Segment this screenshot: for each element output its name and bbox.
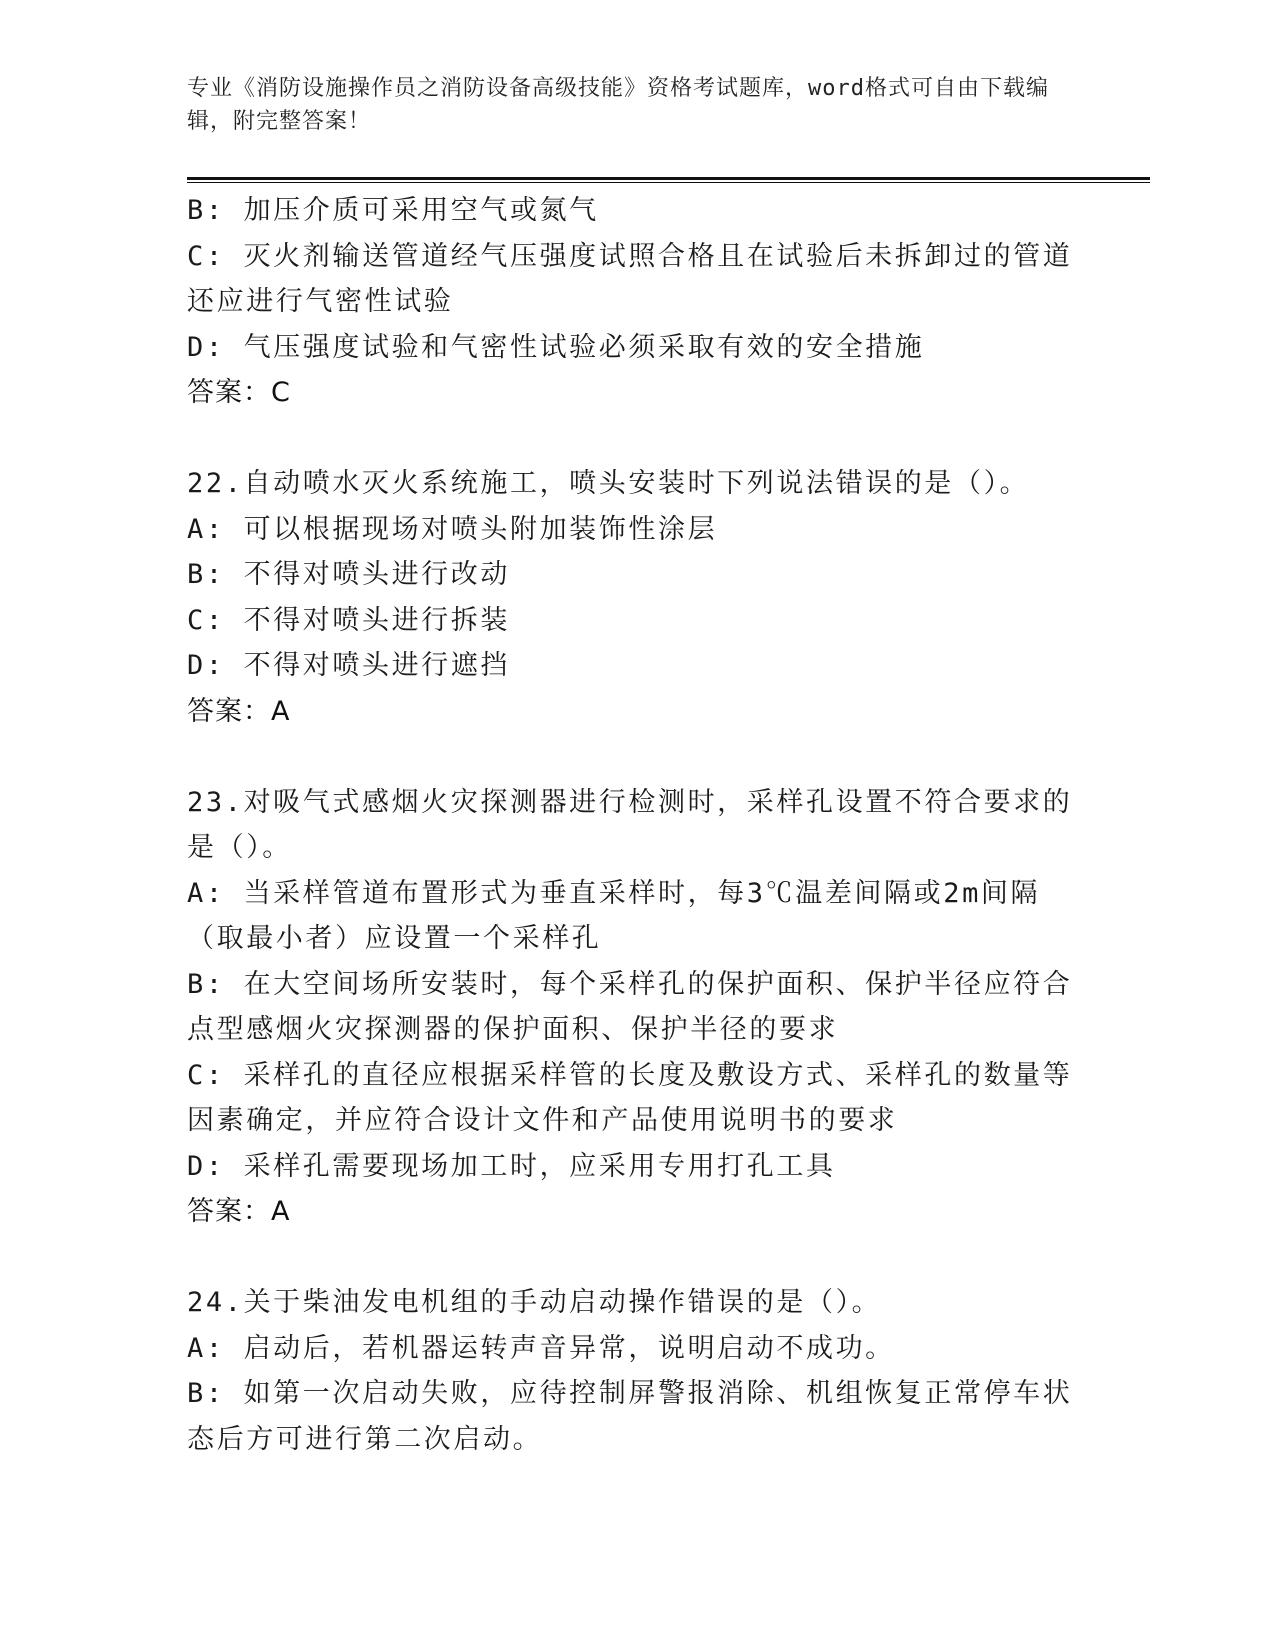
q22-option-d: D: 不得对喷头进行遮挡 [187, 650, 510, 681]
q22-option-b: B: 不得对喷头进行改动 [187, 559, 510, 590]
header-divider-thick [187, 177, 1150, 180]
question-23-block [187, 780, 1082, 1235]
q21-option-b: B: 加压介质可采用空气或氮气 [187, 195, 599, 226]
question-22-block [187, 461, 1082, 734]
q22-option-c: C: 不得对喷头进行拆装 [187, 604, 510, 636]
spacer [187, 416, 1082, 462]
exam-content [187, 188, 1082, 1462]
q24-option-a: A: 启动后，若机器运转声音异常，说明启动不成功。 [187, 1332, 895, 1364]
page-header: 专业《消防设施操作员之消防设备高级技能》资格考试题库，word格式可自由下载编辑，附完整答案！ [187, 76, 1049, 134]
header-divider-thin [187, 182, 1150, 183]
q21-option-c: C: 灭火剂输送管道经气压强度试照合格且在试验后未拆卸过的管道还应进行气密性试验 [187, 240, 1073, 317]
question-21-block [187, 188, 1082, 416]
q22-answer: 答案：A [187, 695, 291, 727]
q23-option-b: B: 在大空间场所安装时，每个采样孔的保护面积、保护半径应符合点型感烟火灾探测器的保护面积、保护半径的要求 [187, 968, 1073, 1045]
q23-option-c: C: 采样孔的直径应根据采样管的长度及敷设方式、采样孔的数量等因素确定，并应符合设计文件和产品使用说明书的要求 [187, 1059, 1073, 1136]
question-24-block [187, 1280, 1082, 1462]
spacer [187, 734, 1082, 780]
q21-answer: 答案：C [187, 377, 291, 408]
q24-question: 24.关于柴油发电机组的手动启动操作错误的是（）。 [187, 1287, 882, 1318]
q23-question: 23.对吸气式感烟火灾探测器进行检测时，采样孔设置不符合要求的是（）。 [187, 786, 1073, 863]
q23-option-a: A: 当采样管道布置形式为垂直采样时，每3℃温差间隔或2m间隔（取最小者）应设置一个采样孔 [187, 877, 1041, 954]
q21-option-d: D: 气压强度试验和气密性试验必须采取有效的安全措施 [187, 331, 925, 363]
q24-option-b: B: 如第一次启动失败，应待控制屏警报消除、机组恢复正常停车状态后方可进行第二次启动。 [187, 1378, 1073, 1455]
q22-option-a: A: 可以根据现场对喷头附加装饰性涂层 [187, 513, 718, 545]
spacer [187, 1235, 1082, 1281]
q23-option-d: D: 采样孔需要现场加工时，应采用专用打孔工具 [187, 1150, 836, 1182]
q23-answer: 答案：A [187, 1196, 291, 1227]
q22-question: 22.自动喷水灭火系统施工，喷头安装时下列说法错误的是（）。 [187, 468, 1030, 499]
